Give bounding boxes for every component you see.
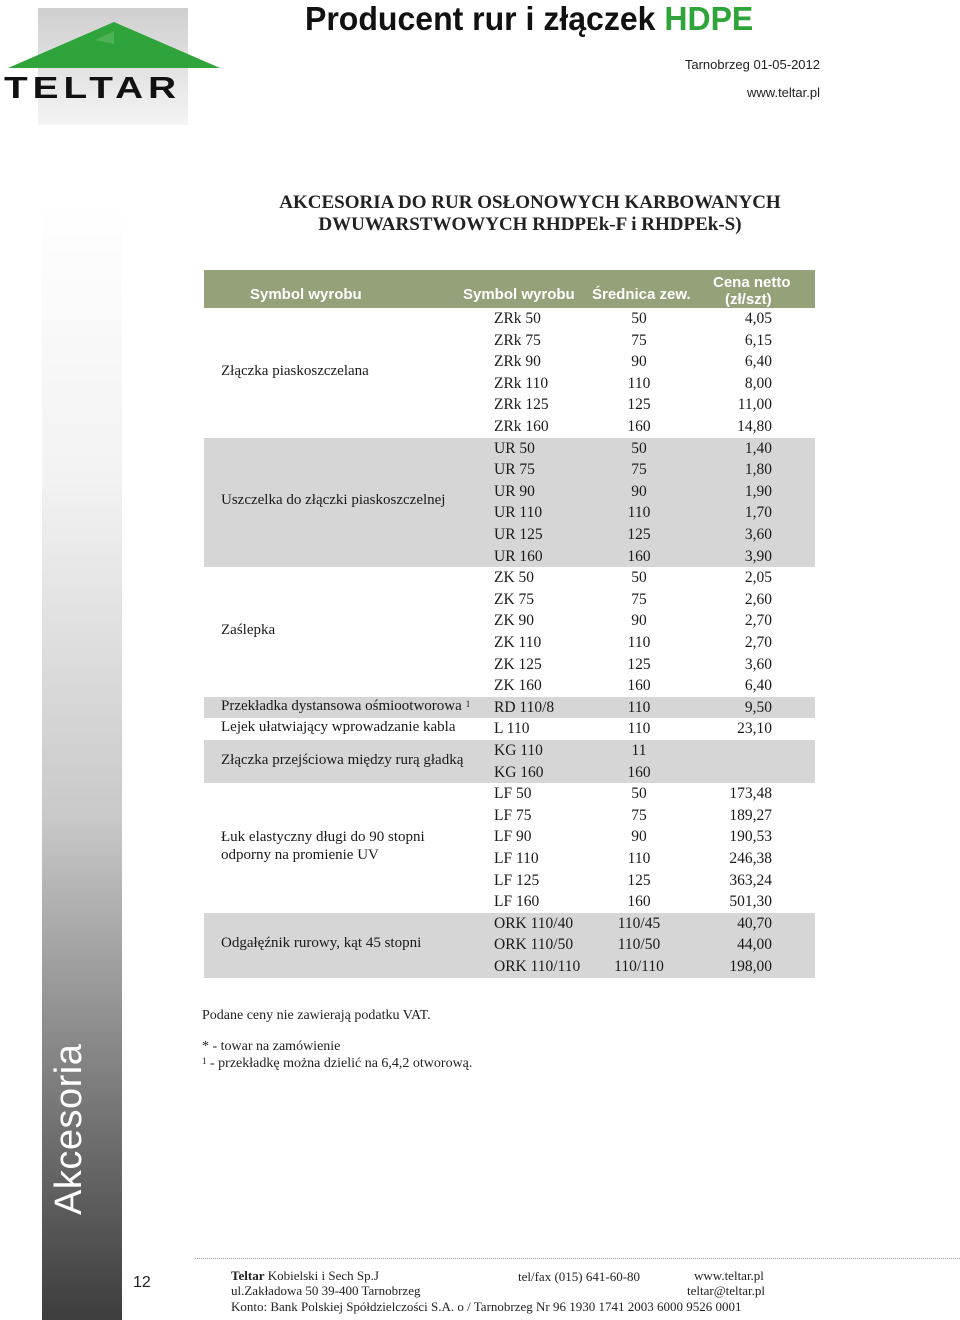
- cell-symbol: ZK 110: [494, 633, 542, 651]
- cell-symbol: UR 125: [494, 525, 543, 543]
- table-row: [204, 697, 815, 719]
- group-name-text: Zaślepka: [221, 621, 276, 638]
- table-row: [204, 632, 815, 654]
- sup-note-mark: 1: [202, 1056, 207, 1066]
- cell-symbol: LF 75: [494, 806, 532, 824]
- cell-diameter: 110/45: [617, 914, 661, 932]
- table-row: [204, 826, 815, 848]
- cell-symbol: ORK 110/40: [494, 914, 574, 932]
- footer-divider: [195, 1258, 960, 1259]
- cell-symbol: ZK 160: [494, 677, 542, 695]
- footer-company: [231, 1268, 379, 1283]
- cell-diameter: 90: [631, 353, 647, 371]
- table-group: [204, 697, 815, 719]
- cell-diameter: 125: [627, 871, 651, 889]
- group-name-text: Łuk elastyczny długi do 90 stopni: [221, 828, 425, 845]
- cell-price: 8,00: [744, 374, 772, 392]
- table-body: [204, 308, 815, 978]
- document-title: [200, 192, 860, 236]
- header-symbol: Symbol wyrobu: [463, 286, 575, 303]
- cell-diameter: 50: [631, 310, 647, 327]
- table-row: [204, 913, 815, 935]
- cell-symbol: L 110: [494, 720, 530, 738]
- footer-address: ul.Zakładowa 50 39-400 Tarnobrzeg: [231, 1283, 421, 1298]
- sidebar-label: Akcesoria: [48, 1043, 90, 1215]
- cell-price: 9,50: [744, 698, 772, 716]
- cell-symbol: RD 110/8: [494, 698, 555, 716]
- table-row: [204, 373, 815, 395]
- cell-price: 6,40: [744, 353, 772, 371]
- cell-symbol: ZK 90: [494, 612, 535, 630]
- table-row: [204, 956, 815, 978]
- header-title-accent: HDPE: [664, 0, 754, 37]
- cell-symbol: ZK 75: [494, 590, 535, 608]
- cell-symbol: LF 90: [494, 828, 532, 846]
- table-row: [204, 308, 815, 330]
- cell-diameter: 110/110: [614, 957, 664, 975]
- cell-symbol: ZK 125: [494, 655, 542, 673]
- header-price: Cena netto: [713, 274, 791, 291]
- cell-diameter: 90: [631, 612, 647, 630]
- cell-symbol: UR 75: [494, 461, 535, 479]
- cell-price: 2,70: [744, 612, 772, 630]
- cell-symbol: LF 125: [494, 871, 540, 889]
- table-group: [204, 308, 815, 438]
- cell-diameter: 110: [627, 698, 651, 716]
- cell-diameter: 125: [627, 655, 651, 673]
- group-name-text: Uszczelka do złączki piaskoszczelnej: [221, 492, 446, 509]
- table-row: [204, 934, 815, 956]
- cell-price: 190,53: [729, 828, 772, 846]
- cell-symbol: KG 160: [494, 763, 544, 781]
- notes: [202, 1007, 472, 1072]
- cell-price: 23,10: [737, 720, 772, 738]
- cell-diameter: 160: [627, 547, 651, 565]
- cell-symbol: KG 110: [494, 741, 543, 759]
- sup-note-text: - przekładkę można dzielić na 6,4,2 otworową.: [206, 1056, 473, 1071]
- cell-symbol: ZK 50: [494, 569, 535, 587]
- logo-text: TELTAR: [4, 70, 182, 105]
- cell-symbol: ORK 110/110: [494, 957, 581, 975]
- cell-price: 6,40: [744, 677, 772, 695]
- cell-diameter: 110: [627, 849, 651, 867]
- table-row: [204, 805, 815, 827]
- table-row: [204, 718, 815, 740]
- cell-diameter: 125: [627, 396, 651, 414]
- cell-diameter: 90: [631, 828, 647, 846]
- table-row: [204, 891, 815, 913]
- cell-diameter: 75: [631, 806, 647, 824]
- cell-diameter: 110: [627, 633, 651, 651]
- cell-price: 3,90: [744, 547, 772, 565]
- document-title-line2: DWUWARSTWOWYCH RHDPEk-F i RHDPEk-S): [318, 214, 742, 235]
- cell-symbol: ZRk 160: [494, 417, 549, 435]
- header-diameter: Średnica zew.: [592, 286, 691, 303]
- cell-price: 1,40: [744, 439, 772, 457]
- cell-symbol: UR 50: [494, 439, 535, 457]
- cell-diameter: 160: [627, 893, 651, 911]
- cell-symbol: ZRk 90: [494, 353, 541, 371]
- cell-symbol: UR 90: [494, 482, 535, 500]
- table-row: [204, 459, 815, 481]
- cell-diameter: 160: [627, 417, 651, 435]
- table-row: [204, 848, 815, 870]
- cell-price: 1,80: [744, 461, 772, 479]
- footer-web[interactable]: www.teltar.pl: [694, 1268, 764, 1283]
- header-date: Tarnobrzeg 01-05-2012: [684, 57, 820, 72]
- cell-diameter: 50: [631, 785, 647, 803]
- table-row: [204, 870, 815, 892]
- cell-price: 2,60: [744, 590, 772, 608]
- cell-symbol: ZRk 75: [494, 331, 541, 349]
- cell-diameter: 110: [627, 720, 651, 738]
- cell-price: 1,90: [744, 482, 772, 500]
- cell-symbol: UR 160: [494, 547, 543, 565]
- table-group: [204, 740, 815, 783]
- cell-diameter: 75: [631, 590, 647, 608]
- vat-note: Podane ceny nie zawierają podatku VAT.: [202, 1008, 431, 1023]
- cell-symbol: ZRk 50: [494, 310, 541, 327]
- cell-price: 198,00: [729, 957, 772, 975]
- footer-company-rest: Kobielski i Sech Sp.J: [264, 1268, 379, 1283]
- house-roof-icon: [0, 0, 230, 125]
- group-name-text: Przekładka dystansowa ośmiootworowa: [221, 697, 462, 714]
- star-note: * - towar na zamówienie: [202, 1039, 341, 1054]
- header-price-unit: (zł/szt): [725, 291, 772, 308]
- cell-price: 173,48: [729, 785, 772, 803]
- cell-price: 2,70: [744, 633, 772, 651]
- document-title-line1: AKCESORIA DO RUR OSŁONOWYCH KARBOWANYCH: [279, 192, 781, 213]
- cell-price: 3,60: [744, 525, 772, 543]
- cell-diameter: 11: [631, 741, 647, 759]
- page-header-title: [305, 0, 753, 38]
- table-row: [204, 762, 815, 784]
- group-name-footnote-mark: 1: [465, 698, 471, 709]
- cell-price: 4,05: [744, 310, 772, 327]
- table-row: [204, 783, 815, 805]
- cell-diameter: 110/50: [617, 936, 661, 954]
- group-name-text: Złączka piaskoszczelana: [221, 362, 369, 379]
- table-group: [204, 783, 815, 913]
- cell-diameter: 50: [631, 439, 647, 457]
- group-name-text: Złączka przejściowa między rurą gładką: [221, 751, 464, 768]
- footer-bank-account: Konto: Bank Polskiej Spółdzielczości S.A. o / Tarnobrzeg Nr 96 1930 1741 2003 6000 9526 0001: [231, 1299, 742, 1314]
- cell-price: 6,15: [744, 331, 772, 349]
- teltar-logo: [0, 0, 230, 125]
- cell-symbol: LF 160: [494, 893, 540, 911]
- table-group: [204, 438, 815, 568]
- cell-price: 189,27: [729, 806, 772, 824]
- table-row: [204, 546, 815, 568]
- cell-diameter: 90: [631, 482, 647, 500]
- sup-note: [202, 1055, 472, 1072]
- cell-symbol: LF 50: [494, 785, 532, 803]
- footer-email[interactable]: teltar@teltar.pl: [687, 1283, 766, 1298]
- cell-price: 3,60: [744, 655, 772, 673]
- table-row: [204, 675, 815, 697]
- table-row: [204, 481, 815, 503]
- table-row: [204, 351, 815, 373]
- table-row: [204, 654, 815, 676]
- price-table: [204, 270, 815, 978]
- header-title-main: Producent rur i złączek: [305, 0, 665, 37]
- header-website[interactable]: www.teltar.pl: [747, 85, 820, 100]
- cell-price: 1,70: [744, 504, 772, 522]
- footer-company-bold: Teltar: [231, 1268, 265, 1283]
- group-name-line2: odporny na promienie UV: [221, 846, 379, 863]
- cell-diameter: 160: [627, 677, 651, 695]
- table-row: [204, 610, 815, 632]
- footer-phone: tel/fax (015) 641-60-80: [518, 1269, 641, 1284]
- table-row: [204, 416, 815, 438]
- cell-price: 2,05: [744, 569, 772, 587]
- cell-diameter: 110: [627, 374, 651, 392]
- cell-price: 14,80: [737, 417, 772, 435]
- cell-diameter: 160: [627, 763, 651, 781]
- cell-diameter: 75: [631, 331, 647, 349]
- cell-price: 363,24: [729, 871, 772, 889]
- cell-symbol: LF 110: [494, 849, 539, 867]
- group-name-text: Odgałęźnik rurowy, kąt 45 stopni: [221, 935, 422, 952]
- table-row: [204, 438, 815, 460]
- table-row: [204, 524, 815, 546]
- cell-price: 40,70: [737, 914, 772, 932]
- cell-symbol: ZRk 110: [494, 374, 549, 392]
- table-group: [204, 567, 815, 697]
- cell-diameter: 125: [627, 525, 651, 543]
- table-header: [204, 270, 815, 308]
- cell-price: 501,30: [729, 893, 772, 911]
- cell-price: 246,38: [729, 849, 772, 867]
- cell-diameter: 110: [627, 504, 651, 522]
- table-row: [204, 330, 815, 352]
- header-product: Symbol wyrobu: [250, 286, 362, 303]
- cell-symbol: ZRk 125: [494, 396, 549, 414]
- table-row: [204, 394, 815, 416]
- table-row: [204, 589, 815, 611]
- table-group: [204, 913, 815, 978]
- cell-price: 11,00: [737, 396, 772, 414]
- cell-price: 44,00: [737, 936, 772, 954]
- group-name-text: Lejek ułatwiający wprowadzanie kabla: [221, 719, 456, 736]
- table-row: [204, 567, 815, 589]
- table-row: [204, 502, 815, 524]
- table-row: [204, 740, 815, 762]
- table-group: [204, 718, 815, 740]
- cell-symbol: UR 110: [494, 504, 543, 522]
- cell-symbol: ORK 110/50: [494, 936, 574, 954]
- cell-diameter: 50: [631, 569, 647, 587]
- cell-diameter: 75: [631, 461, 647, 479]
- page-number: 12: [133, 1274, 151, 1291]
